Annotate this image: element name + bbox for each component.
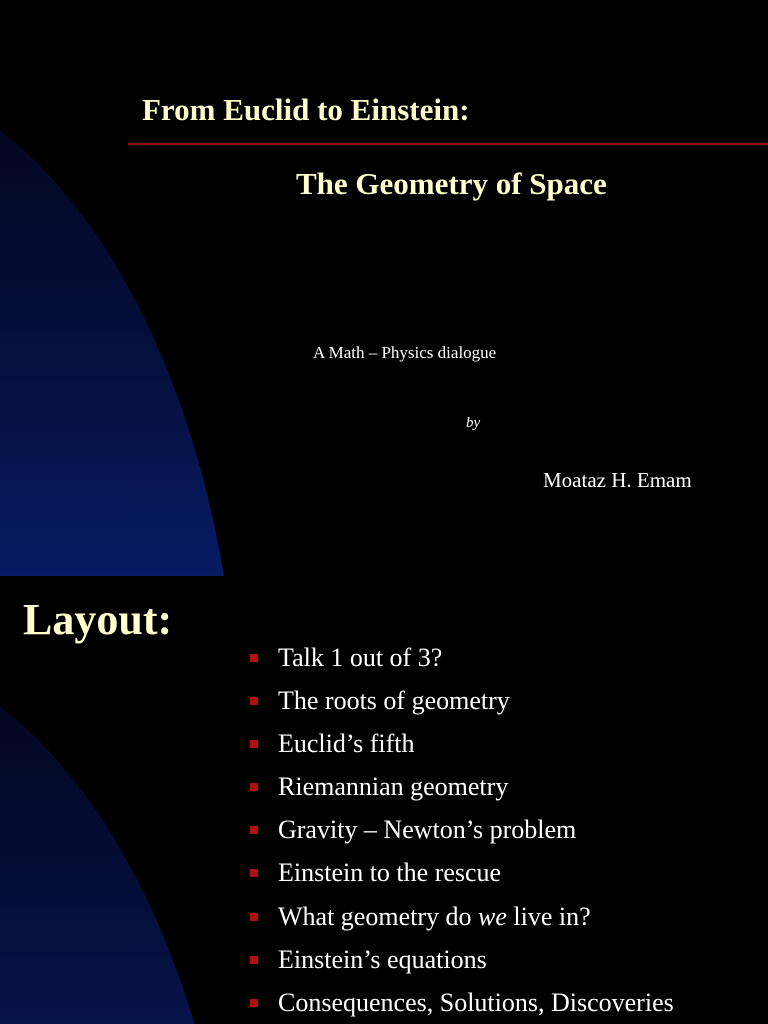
slide-subtitle: A Math – Physics dialogue bbox=[313, 343, 497, 362]
slide-title-line2: The Geometry of Space bbox=[296, 166, 607, 201]
square-bullet-icon bbox=[250, 697, 258, 705]
bullet-text: Gravity – Newton’s problem bbox=[278, 815, 577, 845]
square-bullet-icon bbox=[250, 654, 258, 662]
square-bullet-icon bbox=[250, 869, 258, 877]
blue-arc-decoration bbox=[0, 72, 240, 576]
bullet-text: The roots of geometry bbox=[278, 686, 510, 716]
slide-title-line1: From Euclid to Einstein: bbox=[142, 92, 470, 127]
bullet-text: Einstein’s equations bbox=[278, 944, 487, 974]
by-label: by bbox=[466, 415, 481, 431]
bullet-text: Consequences, Solutions, Discoveries bbox=[278, 987, 674, 1017]
bullet-item bbox=[250, 679, 674, 722]
bullet-text: What geometry do bbox=[278, 901, 478, 931]
bullet-item bbox=[250, 722, 674, 765]
bullet-item bbox=[250, 808, 674, 851]
slide-heading: Layout: bbox=[23, 595, 173, 644]
bullet-item bbox=[250, 851, 674, 894]
bullet-text: Euclid’s fifth bbox=[278, 729, 415, 759]
bullet-item bbox=[250, 765, 674, 808]
bullet-item bbox=[250, 981, 674, 1024]
bullet-item bbox=[250, 636, 674, 679]
title-divider bbox=[128, 143, 768, 145]
slide-layout bbox=[0, 576, 768, 1024]
square-bullet-icon bbox=[250, 999, 258, 1007]
bullet-text: Talk 1 out of 3? bbox=[278, 643, 443, 672]
square-bullet-icon bbox=[250, 783, 258, 791]
blue-arc-decoration bbox=[0, 648, 240, 1024]
bullet-text: live in? bbox=[506, 901, 591, 931]
bullet-list bbox=[250, 636, 674, 1024]
bullet-emphasis: we bbox=[478, 901, 507, 931]
bullet-text: Riemannian geometry bbox=[278, 772, 509, 802]
bullet-item bbox=[250, 895, 674, 938]
bullet-item bbox=[250, 938, 674, 981]
square-bullet-icon bbox=[250, 956, 258, 964]
author-name: Moataz H. Emam bbox=[543, 468, 692, 492]
square-bullet-icon bbox=[250, 826, 258, 834]
square-bullet-icon bbox=[250, 913, 258, 921]
bullet-text: Einstein to the rescue bbox=[278, 858, 502, 888]
square-bullet-icon bbox=[250, 740, 258, 748]
